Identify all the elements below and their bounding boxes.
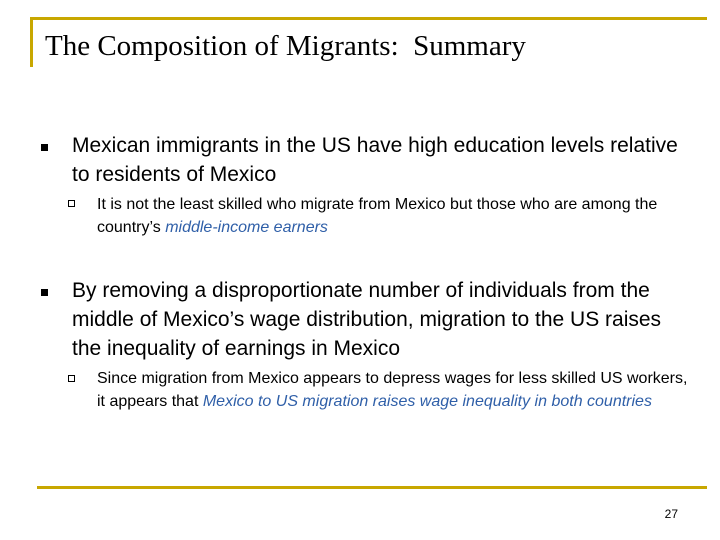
bottom-rule xyxy=(37,486,707,489)
sub-text-start: It is not the least skilled who migrate from Mexico but those who are among the country’s xyxy=(97,196,658,236)
top-rule xyxy=(30,17,707,20)
emphasis-text: middle-income earners xyxy=(165,219,328,236)
bullet-marker xyxy=(41,289,48,296)
bullet-2-sub-text xyxy=(97,367,697,413)
bullet-2-text: By removing a disproportionate number of individuals from the middle of Mexico’s wage distribution, migration to the US raises the inequality of earnings in Mexico xyxy=(72,279,662,360)
slide-title: The Composition of Migrants: Summary xyxy=(45,30,526,62)
left-rule xyxy=(30,17,33,67)
sub-bullet-marker xyxy=(68,200,75,207)
bullet-1-text: Mexican immigrants in the US have high education levels relative to residents of Mexico xyxy=(72,134,678,186)
page-number: 27 xyxy=(664,507,678,521)
sub-text-start: Since migration from Mexico appears to depress wages for less skilled US workers, it appears that xyxy=(97,370,688,410)
bullet-marker xyxy=(41,144,48,151)
emphasis-text: Mexico to US migration raises wage inequality in both countries xyxy=(202,393,652,410)
bullet-1-sub-text xyxy=(97,193,697,239)
sub-bullet-marker xyxy=(68,375,75,382)
